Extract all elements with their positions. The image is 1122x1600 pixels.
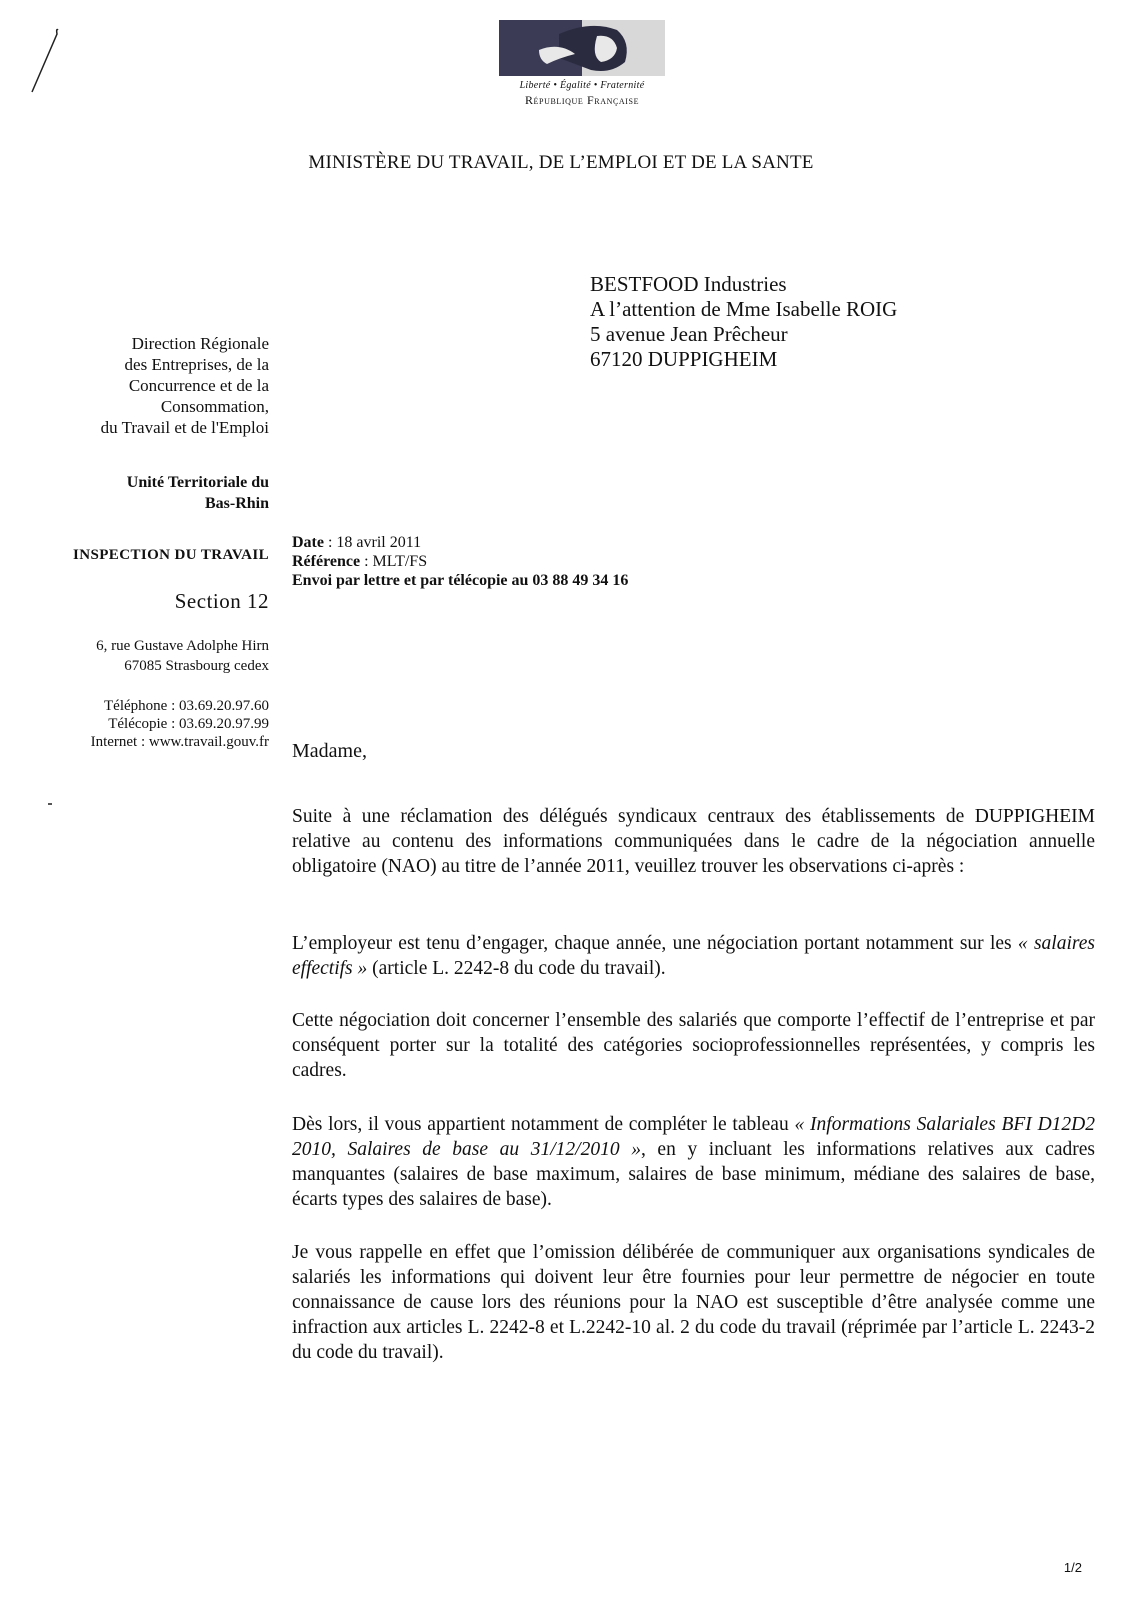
salutation: Madame, [292,740,367,762]
inspection-du-travail: INSPECTION DU TRAVAIL [73,547,269,563]
marianne-logo-icon [499,20,665,76]
page-number: 1/2 [1063,1560,1082,1575]
p4-text-end: , en y incluant les informations relatives aux cadres manquantes (salaires de base maximum, salaires de base minimum, médiane des salaires de base, écarts types des salaires de base). [292,1139,1095,1210]
date-value: : 18 avril 2011 [323,534,422,551]
telecopie: Télécopie : 03.69.20.97.99 [108,716,269,732]
paragraph-1: Suite à une réclamation des délégués syndicaux centraux des établissements de DUPPIGHEIM relative au contenu des informations communiquées dans le cadre de la négociation annuelle obligatoire (NAO) au titre de l’année 2011, veuillez trouver les observations ci-après : [292,806,1095,877]
office-contact [40,697,269,751]
p2-text-end: (article L. 2242-8 du code du travail). [367,958,666,979]
envoi-line [292,571,628,590]
paragraph-5: Je vous rappelle en effet que l’omission délibérée de communiquer aux organisations syndicales de salariés les informations qui doivent leur être fournies pour leur permettre de négocier en toute connaissance de cause lors des réunions pour la NAO est susceptible d’être analysée comme une infraction aux articles L. 2242-8 et L.2242-10 al. 2 du code du travail (réprimée par l’article L. 2243-2 du code du travail). [292,1242,1095,1363]
address-line: 6, rue Gustave Adolphe Hirn [96,638,269,654]
p4-emphasis: « Informations Salariales BFI D12D2 2010, Salaires de base au 31/12/2010 » [292,1114,1095,1160]
p4-text: Dès lors, il vous appartient notamment de compléter le tableau [292,1114,795,1135]
republique-francaise: République Française [524,93,640,107]
direction-line: Concurrence et de la [128,376,269,395]
internet: Internet : www.travail.gouv.fr [90,734,269,750]
direction-line: du Travail et de l'Emploi [100,418,269,437]
section-number: Section 12 [174,589,269,613]
recipient-address [590,272,897,372]
letter-meta [292,533,628,590]
direction-line: Consommation, [160,397,269,416]
paragraph-2 [292,931,1095,981]
telephone: Téléphone : 03.69.20.97.60 [104,698,269,714]
reference-line [292,552,628,571]
paragraph-3: Cette négociation doit concerner l’ensemble des salariés que comporte l’effectif de l’entreprise et par conséquent porter sur la totalité des catégories socioprofessionnelles représentées, y compris les cadres. [292,1010,1095,1081]
unite-line: Bas-Rhin [204,495,269,512]
paragraph-4 [292,1112,1095,1212]
recipient-line: 5 avenue Jean Prêcheur [590,322,788,346]
motto: Liberté • Égalité • Fraternité [519,80,645,91]
direction-line: Direction Régionale [131,334,269,353]
recipient-line: A l’attention de Mme Isabelle ROIG [590,297,898,321]
address-line: 67085 Strasbourg cedex [124,658,269,674]
recipient-line: 67120 DUPPIGHEIM [590,347,778,371]
date-line [292,533,628,552]
date-label: Date [292,534,324,551]
unite-territoriale [40,472,269,514]
office-address [40,636,269,676]
p2-emphasis: « salaires effectifs » [292,933,1095,979]
pen-stroke-mark [22,20,72,100]
direction-line: des Entreprises, de la [124,355,269,374]
unite-line: Unité Territoriale du [126,474,269,491]
p2-text: L’employeur est tenu d’engager, chaque année, une négociation portant notamment sur les [292,933,1018,954]
direction-regionale [40,333,269,438]
recipient-line: BESTFOOD Industries [590,272,787,296]
ministry-title: MINISTÈRE DU TRAVAIL, DE L’EMPLOI ET DE LA SANTE [308,152,814,173]
republique-logo [492,20,672,120]
envoi-text: Envoi par lettre et par télécopie au 03 88 49 34 16 [292,572,629,589]
margin-mark [48,803,52,805]
reference-value: : MLT/FS [360,553,428,570]
reference-label: Référence [292,553,361,570]
